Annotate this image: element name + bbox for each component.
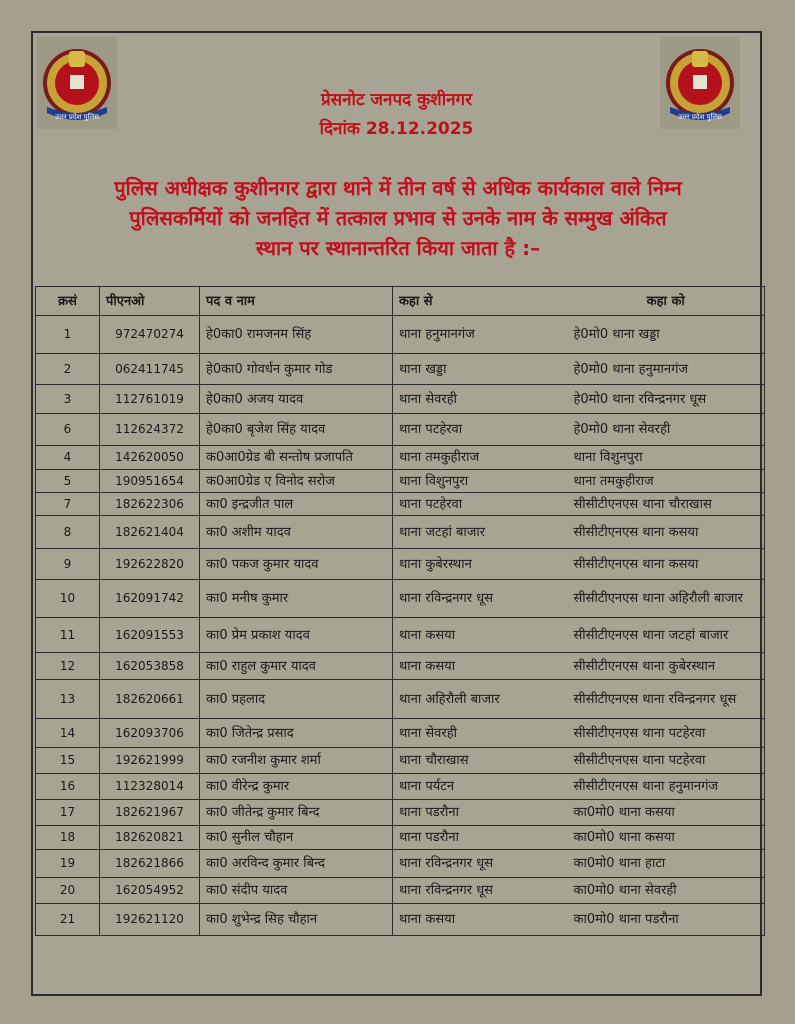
to-station-cell: सीसीटीएनएस थाना पटहेरवा — [568, 748, 765, 774]
serial-cell: 15 — [36, 748, 100, 774]
rank-name-cell: का0 प्रेम प्रकाश यादव — [200, 618, 393, 653]
table-row — [36, 904, 765, 936]
pno-cell: 062411745 — [100, 354, 200, 385]
from-station-cell: थाना विशुनपुरा — [393, 470, 568, 493]
to-station-cell: सीसीटीएनएस थाना रविन्द्रनगर धूस — [568, 680, 765, 719]
pno-cell: 142620050 — [100, 446, 200, 470]
from-station-cell: थाना कसया — [393, 618, 568, 653]
rank-name-cell: का0 प्रहलाद — [200, 680, 393, 719]
from-station-cell: थाना कसया — [393, 904, 568, 936]
rank-name-cell: क0आ0ग्रेड बी सन्तोष प्रजापति — [200, 446, 393, 470]
to-station-cell: हे0मो0 थाना हनुमानगंज — [568, 354, 765, 385]
table-row — [36, 800, 765, 826]
rank-name-cell: का0 जितेन्द्र प्रसाद — [200, 719, 393, 748]
to-station-cell: का0मो0 थाना पडरौना — [568, 904, 765, 936]
to-station-cell: का0मो0 थाना सेवरही — [568, 878, 765, 904]
pno-cell: 182621404 — [100, 516, 200, 549]
rank-name-cell: का0 पकज कुमार यादव — [200, 549, 393, 580]
serial-cell: 12 — [36, 653, 100, 680]
table-row — [36, 493, 765, 516]
to-station-cell: सीसीटीएनएस थाना जटहां बाजार — [568, 618, 765, 653]
notice-line: स्थान पर स्थानान्तरित किया जाता है :– — [255, 236, 541, 260]
rank-name-cell: का0 सुनील चौहान — [200, 826, 393, 850]
serial-cell: 5 — [36, 470, 100, 493]
pno-cell: 112761019 — [100, 385, 200, 414]
serial-cell: 3 — [36, 385, 100, 414]
table-row — [36, 618, 765, 653]
serial-cell: 20 — [36, 878, 100, 904]
from-station-cell: थाना कसया — [393, 653, 568, 680]
pno-cell: 182622306 — [100, 493, 200, 516]
table-row — [36, 516, 765, 549]
table-row — [36, 549, 765, 580]
from-station-cell: थाना रविन्द्रनगर धूस — [393, 580, 568, 618]
rank-name-cell: का0 राहुल कुमार यादव — [200, 653, 393, 680]
rank-name-cell: का0 इन्द्रजीत पाल — [200, 493, 393, 516]
to-station-cell: सीसीटीएनएस थाना हनुमानगंज — [568, 774, 765, 800]
rank-name-cell: हे0का0 अजय यादव — [200, 385, 393, 414]
column-header-serial: क्रसं — [36, 287, 100, 316]
transfer-notice — [63, 173, 733, 263]
serial-cell: 8 — [36, 516, 100, 549]
from-station-cell: थाना चौराखास — [393, 748, 568, 774]
table-row — [36, 878, 765, 904]
serial-cell: 2 — [36, 354, 100, 385]
table-row — [36, 680, 765, 719]
transfer-table — [35, 286, 765, 936]
press-note-title: प्रेसनोट जनपद कुशीनगर — [320, 90, 473, 110]
serial-cell: 11 — [36, 618, 100, 653]
pno-cell: 192622820 — [100, 549, 200, 580]
from-station-cell: थाना खड्डा — [393, 354, 568, 385]
table-row — [36, 414, 765, 446]
from-station-cell: थाना हनुमानगंज — [393, 316, 568, 354]
serial-cell: 13 — [36, 680, 100, 719]
table-row — [36, 385, 765, 414]
to-station-cell: सीसीटीएनएस थाना पटहेरवा — [568, 719, 765, 748]
to-station-cell: थाना विशुनपुरा — [568, 446, 765, 470]
from-station-cell: थाना पर्यटन — [393, 774, 568, 800]
to-station-cell: का0मो0 थाना कसया — [568, 826, 765, 850]
to-station-cell: का0मो0 थाना हाटा — [568, 850, 765, 878]
column-header-to: कहा को — [568, 287, 765, 316]
pno-cell: 192621120 — [100, 904, 200, 936]
pno-cell: 112624372 — [100, 414, 200, 446]
column-header-pno: पीएनओ — [100, 287, 200, 316]
svg-text:उत्तर प्रदेश पुलिस: उत्तर प्रदेश पुलिस — [55, 113, 99, 121]
serial-cell: 10 — [36, 580, 100, 618]
press-note-page — [31, 31, 762, 996]
table-row — [36, 826, 765, 850]
table-header-row — [36, 287, 765, 316]
from-station-cell: थाना सेवरही — [393, 385, 568, 414]
pno-cell: 162053858 — [100, 653, 200, 680]
table-row — [36, 354, 765, 385]
from-station-cell: थाना तमकुहीराज — [393, 446, 568, 470]
from-station-cell: थाना जटहां बाजार — [393, 516, 568, 549]
from-station-cell: थाना पटहेरवा — [393, 414, 568, 446]
from-station-cell: थाना पटहेरवा — [393, 493, 568, 516]
pno-cell: 192621999 — [100, 748, 200, 774]
rank-name-cell: का0 वीरेन्द्र कुमार — [200, 774, 393, 800]
pno-cell: 182620661 — [100, 680, 200, 719]
to-station-cell: थाना तमकुहीराज — [568, 470, 765, 493]
pno-cell: 182621866 — [100, 850, 200, 878]
from-station-cell: थाना अहिरौली बाजार — [393, 680, 568, 719]
pno-cell: 162054952 — [100, 878, 200, 904]
press-note-date: दिनांक 28.12.2025 — [319, 119, 474, 139]
table-row — [36, 580, 765, 618]
serial-cell: 19 — [36, 850, 100, 878]
table-row — [36, 719, 765, 748]
pno-cell: 190951654 — [100, 470, 200, 493]
from-station-cell: थाना रविन्द्रनगर धूस — [393, 878, 568, 904]
pno-cell: 162093706 — [100, 719, 200, 748]
from-station-cell: थाना पडरौना — [393, 800, 568, 826]
serial-cell: 14 — [36, 719, 100, 748]
table-row — [36, 850, 765, 878]
rank-name-cell: का0 अशीम यादव — [200, 516, 393, 549]
serial-cell: 18 — [36, 826, 100, 850]
notice-line: पुलिस अधीक्षक कुशीनगर द्वारा थाने में तीन वर्ष से अधिक कार्यकाल वाले निम्न — [114, 176, 682, 200]
to-station-cell: सीसीटीएनएस थाना कसया — [568, 516, 765, 549]
table-row — [36, 653, 765, 680]
serial-cell: 7 — [36, 493, 100, 516]
pno-cell: 972470274 — [100, 316, 200, 354]
rank-name-cell: का0 रजनीश कुमार शर्मा — [200, 748, 393, 774]
column-header-rank-name: पद व नाम — [200, 287, 393, 316]
serial-cell: 6 — [36, 414, 100, 446]
pno-cell: 182621967 — [100, 800, 200, 826]
from-station-cell: थाना सेवरही — [393, 719, 568, 748]
from-station-cell: थाना कुबेरस्थान — [393, 549, 568, 580]
table-row — [36, 470, 765, 493]
to-station-cell: सीसीटीएनएस थाना कसया — [568, 549, 765, 580]
pno-cell: 182620821 — [100, 826, 200, 850]
table-row — [36, 446, 765, 470]
rank-name-cell: का0 संदीप यादव — [200, 878, 393, 904]
to-station-cell: सीसीटीएनएस थाना चौराखास — [568, 493, 765, 516]
rank-name-cell: का0 अरविन्द कुमार बिन्द — [200, 850, 393, 878]
table-row — [36, 316, 765, 354]
serial-cell: 4 — [36, 446, 100, 470]
rank-name-cell: क0आ0ग्रेड ए विनोद सरोज — [200, 470, 393, 493]
to-station-cell: सीसीटीएनएस थाना अहिरौली बाजार — [568, 580, 765, 618]
column-header-from: कहा से — [393, 287, 568, 316]
pno-cell: 162091553 — [100, 618, 200, 653]
rank-name-cell: हे0का0 बृजेश सिंह यादव — [200, 414, 393, 446]
to-station-cell: हे0मो0 थाना खड्डा — [568, 316, 765, 354]
serial-cell: 16 — [36, 774, 100, 800]
to-station-cell: हे0मो0 थाना सेवरही — [568, 414, 765, 446]
serial-cell: 17 — [36, 800, 100, 826]
svg-text:उत्तर प्रदेश पुलिस: उत्तर प्रदेश पुलिस — [678, 113, 722, 121]
table-row — [36, 748, 765, 774]
serial-cell: 9 — [36, 549, 100, 580]
from-station-cell: थाना पडरौना — [393, 826, 568, 850]
rank-name-cell: का0 जीतेन्द्र कुमार बिन्द — [200, 800, 393, 826]
serial-cell: 21 — [36, 904, 100, 936]
rank-name-cell: का0 शुभेन्द्र सिह चौहान — [200, 904, 393, 936]
notice-line: पुलिसकर्मियों को जनहित में तत्काल प्रभाव से उनके नाम के सम्मुख अंकित — [129, 206, 667, 230]
serial-cell: 1 — [36, 316, 100, 354]
rank-name-cell: हे0का0 रामजनम सिंह — [200, 316, 393, 354]
to-station-cell: सीसीटीएनएस थाना कुबेरस्थान — [568, 653, 765, 680]
from-station-cell: थाना रविन्द्रनगर धूस — [393, 850, 568, 878]
rank-name-cell: हे0का0 गोवर्धन कुमार गोड — [200, 354, 393, 385]
pno-cell: 162091742 — [100, 580, 200, 618]
rank-name-cell: का0 मनीष कुमार — [200, 580, 393, 618]
table-row — [36, 774, 765, 800]
to-station-cell: हे0मो0 थाना रविन्द्रनगर धूस — [568, 385, 765, 414]
pno-cell: 112328014 — [100, 774, 200, 800]
to-station-cell: का0मो0 थाना कसया — [568, 800, 765, 826]
